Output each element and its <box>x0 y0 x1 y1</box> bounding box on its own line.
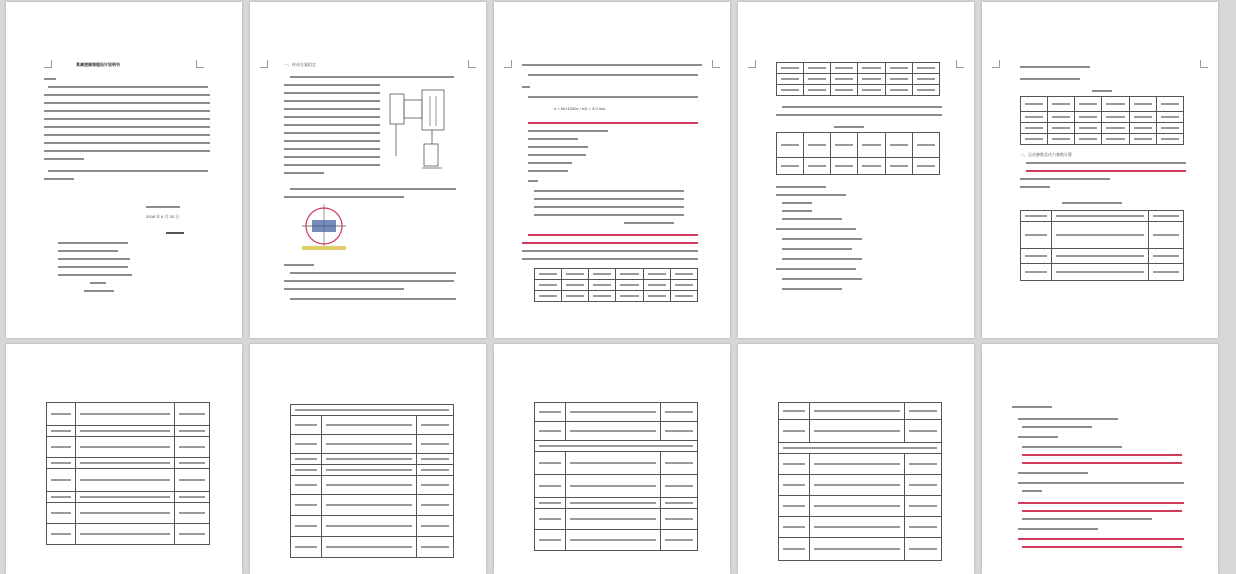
data-table <box>1020 210 1184 281</box>
page-8 <box>494 344 730 574</box>
data-table <box>776 132 940 175</box>
data-table <box>534 268 698 302</box>
crop-mark <box>712 60 720 68</box>
date-line: 2008 年 6 月 20 日 <box>146 214 180 219</box>
gearbox-diagram <box>386 86 456 176</box>
crop-mark <box>992 60 1000 68</box>
page-3 <box>494 2 730 338</box>
data-table <box>290 404 454 558</box>
data-table <box>776 62 940 96</box>
section-title: 二、运动参数及动力参数计算 <box>1020 152 1072 157</box>
page-10 <box>982 344 1218 574</box>
crop-mark <box>196 60 204 68</box>
page-5 <box>982 2 1218 338</box>
data-table <box>1020 96 1184 145</box>
page-9 <box>738 344 974 574</box>
formula: n = 60×1000v / πD = 3.0 m/s <box>554 106 606 111</box>
data-table <box>534 402 698 551</box>
data-table <box>778 402 942 561</box>
crop-mark <box>468 60 476 68</box>
crop-mark <box>260 60 268 68</box>
crop-mark <box>504 60 512 68</box>
section-title: 一、传动方案拟定 <box>284 62 316 67</box>
crop-mark <box>956 60 964 68</box>
page-6 <box>6 344 242 574</box>
page-7 <box>250 344 486 574</box>
page-heading: 某减速器课程设计说明书 <box>76 62 120 67</box>
drum-diagram <box>296 200 352 256</box>
crop-mark <box>748 60 756 68</box>
crop-mark <box>1200 60 1208 68</box>
data-table <box>46 402 210 545</box>
crop-mark <box>44 60 52 68</box>
page-1 <box>6 2 242 338</box>
page-2 <box>250 2 486 338</box>
page-4 <box>738 2 974 338</box>
